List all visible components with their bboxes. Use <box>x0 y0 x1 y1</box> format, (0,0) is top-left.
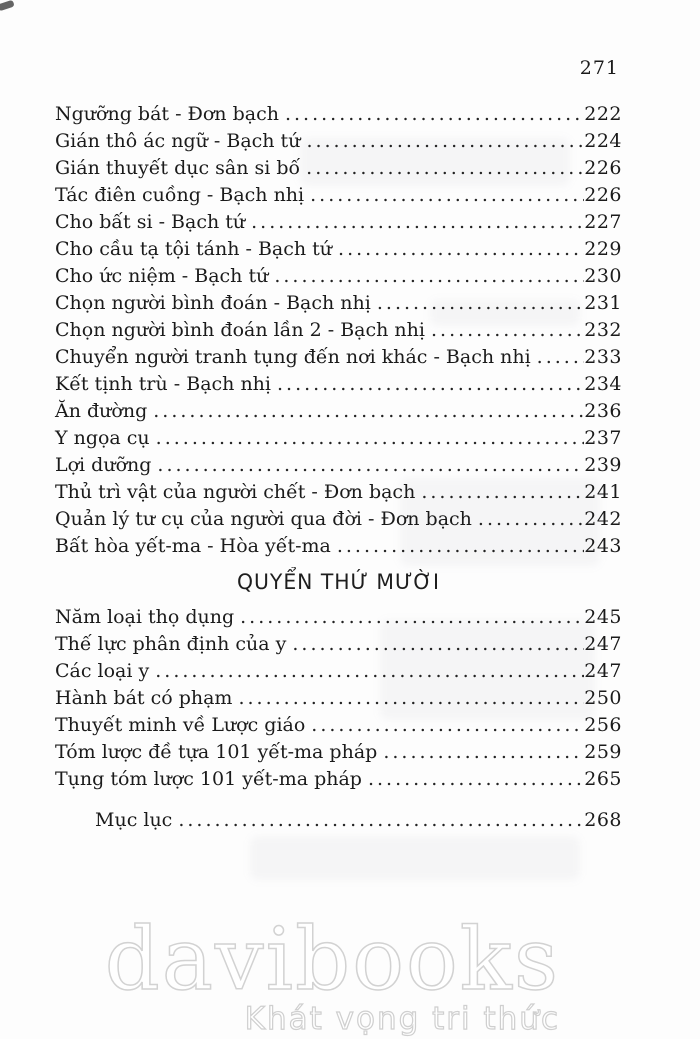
toc-entry-page: 239 <box>584 454 622 476</box>
toc-entry-page: 259 <box>584 741 622 763</box>
dot-leader-icon <box>277 373 584 395</box>
toc-entry-title: Gián thô ác ngữ - Bạch tứ <box>55 130 301 152</box>
toc-entry-title: Thế lực phân định của y <box>55 633 287 655</box>
toc-entry <box>55 211 622 238</box>
toc-entry-title: Thuyết minh về Lược giáo <box>55 714 306 736</box>
toc-entry-page: 224 <box>584 130 622 152</box>
dot-leader-icon <box>421 481 584 503</box>
toc-entry-page: 227 <box>584 211 622 233</box>
toc-list <box>55 103 622 836</box>
toc-entry-title: Tụng tóm lược 101 yết-ma pháp <box>55 768 362 790</box>
toc-entry-page: 247 <box>584 660 622 682</box>
dot-leader-icon <box>383 741 584 763</box>
dot-leader-icon <box>368 768 584 790</box>
toc-entry <box>55 481 622 508</box>
dot-leader-icon <box>537 346 585 368</box>
toc-entry-title: Tóm lược đề tựa 101 yết-ma pháp <box>55 741 378 763</box>
toc-entry-page: 230 <box>584 265 622 287</box>
dot-leader-icon <box>156 427 585 449</box>
watermark-brand: davibooks <box>104 910 560 1011</box>
toc-entry-page: 226 <box>584 157 622 179</box>
toc-entry-title: Các loại y <box>55 660 150 682</box>
toc-entry-page: 222 <box>584 103 622 125</box>
toc-entry-page: 268 <box>584 809 622 831</box>
toc-entry-title: Năm loại thọ dụng <box>55 606 235 628</box>
toc-entry-page: 229 <box>584 238 622 260</box>
dot-leader-icon <box>478 508 584 530</box>
toc-entry-title: Mục lục <box>95 809 173 831</box>
toc-entry-page: 245 <box>584 606 622 628</box>
toc-entry <box>55 714 622 741</box>
bleedthrough-artifact <box>250 836 580 880</box>
toc-entry-page: 242 <box>584 508 622 530</box>
toc-entry-page: 232 <box>584 319 622 341</box>
page-number: 271 <box>579 57 619 79</box>
toc-entry <box>55 103 622 130</box>
toc-entry <box>55 741 622 768</box>
scan-artifact <box>0 0 15 11</box>
toc-entry <box>55 238 622 265</box>
toc-entry-title: Ngưỡng bát - Đơn bạch <box>55 103 279 125</box>
toc-entry-page: 237 <box>584 427 622 449</box>
toc-entry <box>55 768 622 795</box>
toc-entry-title: Cho ức niệm - Bạch tứ <box>55 265 269 287</box>
toc-entry-page: 233 <box>584 346 622 368</box>
dot-leader-icon <box>240 606 584 628</box>
dot-leader-icon <box>311 714 584 736</box>
toc-entry <box>55 454 622 481</box>
toc-entry <box>55 373 622 400</box>
toc-entry-title: Ăn đường <box>55 400 148 422</box>
dot-leader-icon <box>251 211 584 233</box>
dot-leader-icon <box>157 454 584 476</box>
dot-leader-icon <box>338 238 584 260</box>
toc-entry-page: 250 <box>584 687 622 709</box>
toc-entry-title: Chọn người bình đoán - Bạch nhị <box>55 292 371 314</box>
toc-entry <box>55 809 622 836</box>
toc-entry <box>55 508 622 535</box>
toc-entry-title: Chọn người bình đoán lần 2 - Bạch nhị <box>55 319 425 341</box>
dot-leader-icon <box>274 265 584 287</box>
toc-section-heading: QUYỂN THỨ MƯỜI <box>237 570 440 594</box>
toc-entry-title: Y ngọa cụ <box>55 427 150 449</box>
toc-entry-title: Tác điên cuồng - Bạch nhị <box>55 184 305 206</box>
toc-entry-page: 241 <box>584 481 622 503</box>
toc-entry-page: 256 <box>584 714 622 736</box>
dot-leader-icon <box>155 660 584 682</box>
watermark-tagline: Khát vọng tri thức <box>244 1001 560 1037</box>
toc-entry-title: Cho cầu tạ tội tánh - Bạch tứ <box>55 238 333 260</box>
toc-entry <box>55 633 622 660</box>
toc-entry <box>55 687 622 714</box>
dot-leader-icon <box>178 809 584 831</box>
toc-entry-page: 236 <box>584 400 622 422</box>
toc-entry <box>55 346 622 373</box>
toc-entry-title: Thủ trì vật của người chết - Đơn bạch <box>55 481 416 503</box>
dot-leader-icon <box>285 103 584 125</box>
dot-leader-icon <box>431 319 584 341</box>
toc-entry <box>55 400 622 427</box>
toc-entry-page: 226 <box>584 184 622 206</box>
toc-entry-title: Gián thuyết dục sân si bố <box>55 157 301 179</box>
toc-entry-title: Hành bát có phạm <box>55 687 233 709</box>
toc-entry <box>55 606 622 633</box>
dot-leader-icon <box>238 687 584 709</box>
toc-entry <box>55 427 622 454</box>
toc-entry-page: 231 <box>584 292 622 314</box>
toc-entry <box>55 535 622 562</box>
dot-leader-icon <box>377 292 584 314</box>
toc-entry <box>55 130 622 157</box>
toc-entry-title: Lợi dưỡng <box>55 454 152 476</box>
toc-entry-title: Chuyển người tranh tụng đến nơi khác - Bạch nhị <box>55 346 531 368</box>
toc-entry <box>55 184 622 211</box>
toc-entry <box>55 319 622 346</box>
toc-entry-title: Kết tịnh trù - Bạch nhị <box>55 373 271 395</box>
toc-entry <box>55 265 622 292</box>
dot-leader-icon <box>292 633 584 655</box>
toc-entry-page: 247 <box>584 633 622 655</box>
dot-leader-icon <box>153 400 584 422</box>
toc-entry-title: Bất hòa yết-ma - Hòa yết-ma <box>55 535 331 557</box>
watermark <box>104 910 560 1037</box>
toc-entry-page: 234 <box>584 373 622 395</box>
toc-entry-page: 243 <box>584 535 622 557</box>
dot-leader-icon <box>306 130 584 152</box>
dot-leader-icon <box>310 184 584 206</box>
toc-entry-page: 265 <box>584 768 622 790</box>
toc-entry <box>55 157 622 184</box>
dot-leader-icon <box>337 535 584 557</box>
toc-entry <box>55 660 622 687</box>
toc-entry-title: Quản lý tư cụ của người qua đời - Đơn bạch <box>55 508 472 530</box>
toc-entry-title: Cho bất si - Bạch tứ <box>55 211 246 233</box>
dot-leader-icon <box>306 157 584 179</box>
toc-entry <box>55 292 622 319</box>
